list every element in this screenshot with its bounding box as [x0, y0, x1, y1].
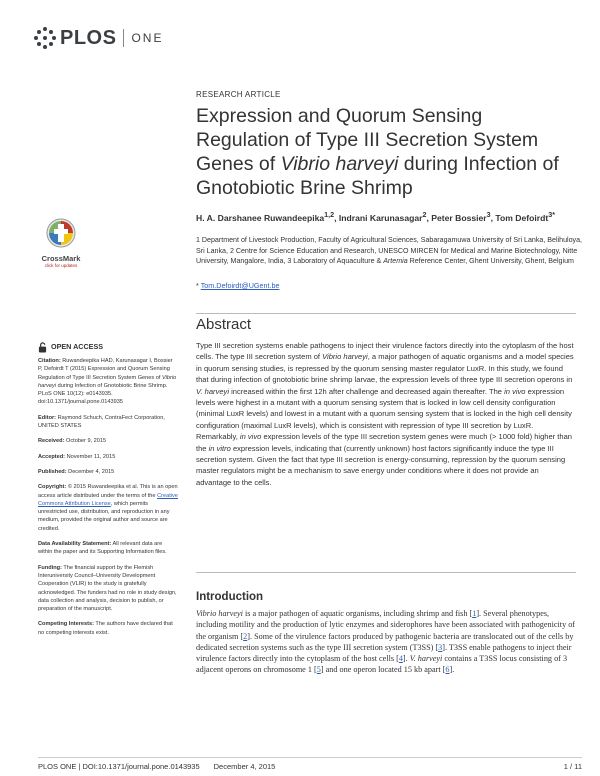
affiliation-3: 3 Laboratory of Aquaculture & Artemia Reference Center, Ghent University, Ghent, Belgium	[287, 257, 574, 265]
page-footer	[38, 762, 582, 771]
author-name[interactable]: H. A. Darshanee Ruwandeepika	[196, 212, 325, 223]
author-affil-sup: 2	[422, 211, 427, 219]
plos-one-logo[interactable]	[34, 24, 163, 52]
editor-block: Editor: Raymond Schuch, ContraFect Corporation, UNITED STATES	[38, 414, 165, 430]
crossmark-badge[interactable]	[38, 218, 84, 268]
journal-name: ONE	[131, 31, 164, 45]
crossmark-icon	[46, 218, 76, 248]
plos-dots-icon	[34, 27, 56, 49]
footer-journal-doi: PLOS ONE | DOI:10.1371/journal.pone.0143935	[38, 762, 200, 771]
reference-link[interactable]: 4	[398, 654, 403, 664]
abstract-text: Type III secretion systems enable pathogens to inject their virulence factors directly into the cytoplasm of the host cells. The type III secretion system of Vibrio harveyi, a major pathogen of aquatic organisms and a model species in quorum sensing studies, is repressed by the quorum sensing master regulator LuxR. In this study, we found that during infection of gnotobiotic brine shrimp larvae, the expression levels of three type III secretion operons in V. harveyi increased within the first 12h after challenge and decreased again thereafter. The in vivo expression levels were highest in a mutant with a quorum sensing system that is locked in low cell density configuration (minimal LuxR levels) and lowest in a mutant with a quorum sensing system that is locked in the high cell density configuration (maximal LuxR levels), which is consistent with repression of type III secretion by LuxR. Remarkably, in vivo expression levels of the type III secretion system genes were much (> 1000 fold) higher than the in vitro expression levels, indicating that (currently unknown) host factors significantly induce the type III secretion system. Given the fact that type III secretion is energy-consuming, repression by the quorum sensing master regulators might be a mechanism to save energy under conditions where it does not provide an advantage to the cells.	[196, 341, 574, 487]
page-number: 1 / 11	[563, 762, 582, 771]
abstract-bottom-rule	[196, 572, 576, 573]
reference-link[interactable]: 1	[472, 609, 477, 618]
copyright-block: Copyright: © 2015 Ruwandeepika et al. This is an open access article distributed under the terms of the Creative Commons Attribution License, which permits unrestricted use, distribution, and reproduction in any medium, provided the original author and source are credited.	[38, 484, 178, 532]
crossmark-label: CrossMark	[41, 254, 81, 263]
article-info-sidebar	[38, 342, 178, 644]
author-name[interactable]: Peter Bossier	[431, 212, 487, 223]
author-name[interactable]: Tom Defoirdt	[495, 212, 549, 223]
citation-block: Citation: Ruwandeepika HAD, Karunasagar I, Bossier P, Defoirdt T (2015) Expression and Quorum Sensing Regulation of Type III Secretion System Genes of Vibrio harveyi during Infection of Gnotobiotic Brine Shrimp. PLoS ONE 10(12): e0143935. doi:10.1371/journal.pone.0143935	[38, 358, 177, 406]
funding-block: Funding: The financial support by the Flemish Interuniversity Council–University Development Cooperation (VLIR) to the study is gratefully acknowledged. The funders had no role in study design, data collection and analysis, decision to publish, or preparation of the manuscript.	[38, 564, 177, 613]
author-name[interactable]: Indrani Karunasagar	[338, 212, 423, 223]
published-block: Published: December 4, 2015	[38, 468, 115, 475]
received-block: Received: October 9, 2015	[38, 438, 107, 445]
plos-wordmark: PLOS	[60, 26, 117, 49]
open-access-badge	[38, 342, 178, 353]
affiliation-1: 1 Department of Livestock Production, Faculty of Agricultural Sciences, Sabaragamuwa University of Sri Lanka, Belihuloya, Sri Lanka,	[196, 236, 583, 255]
reference-link[interactable]: 6	[445, 665, 450, 675]
introduction-text: Vibrio harveyi is a major pathogen of aquatic organisms, including shrimp and fish [1]. Several phenotypes, including motility and the production of lytic enzymes and siderophores have been associated with pathogenicity of the organism [2]. Some of the virulence factors produced by pathogenic bacteria are translocated out of the cells by dedicated secretion systems such as the type III secretion system (T3SS) [3]. T3SS enable pathogens to inject their virulence factors directly into the cytoplasm of the host cells [4]. V. harveyi contains a T3SS locus consisting of 3 adjacent operons on chromosome 1 [5] and one operon located 15 kb apart [6].	[196, 609, 576, 675]
introduction-heading: Introduction	[196, 591, 264, 603]
footer-date: December 4, 2015	[213, 762, 276, 771]
affiliations	[196, 235, 582, 267]
crossmark-sublabel: click for updates	[44, 263, 78, 268]
logo-divider	[123, 29, 124, 47]
accepted-block: Accepted: November 11, 2015	[38, 453, 116, 460]
article-type: RESEARCH ARTICLE	[196, 90, 281, 99]
reference-link[interactable]: 3	[438, 642, 443, 652]
corresponding-star: *	[196, 281, 199, 290]
reference-link[interactable]: 5	[316, 665, 321, 675]
footer-rule	[38, 757, 582, 758]
corresponding-email-link[interactable]: Tom.Defoirdt@UGent.be	[200, 281, 280, 290]
abstract-top-rule	[196, 313, 576, 314]
cc-license-link[interactable]: Creative Commons Attribution License	[38, 492, 178, 507]
article-title: Expression and Quorum Sensing Regulation of Type III Secretion System Genes of Vibrio harveyi during Infection of Gnotobiotic Brine Shrimp	[196, 105, 559, 199]
open-access-label: OPEN ACCESS	[51, 342, 104, 352]
affiliation-2: 2 Centre for Science Education and Research, UNESCO MIRCEN for Medical and Marine Biotechnology, Nitte University, Mangalore, India,	[196, 246, 578, 265]
reference-link[interactable]: 2	[243, 631, 248, 641]
correspondence	[196, 281, 280, 290]
author-affil-sup: 3	[486, 211, 491, 219]
author-affil-sup: 1,2	[324, 211, 335, 219]
abstract-heading: Abstract	[196, 316, 252, 333]
author-list: H. A. Darshanee Ruwandeepika$^{1,2}$, Indrani Karunasagar$^2$, Peter Bossier$^3$, Tom Defoirdt$^{3*}$	[196, 211, 556, 223]
open-lock-icon	[38, 342, 47, 353]
author-affil-sup: 3*	[548, 211, 556, 219]
competing-interests-block: Competing Interests: The authors have declared that no competing interests exist.	[38, 621, 173, 636]
data-availability-block: Data Availability Statement: All relevant data are within the paper and its Supporting Information files.	[38, 541, 167, 556]
